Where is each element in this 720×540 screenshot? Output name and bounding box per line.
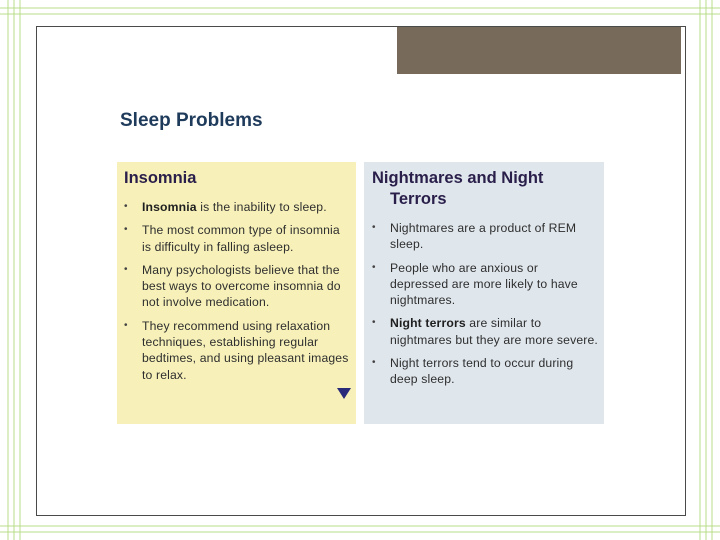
nightmares-panel	[364, 162, 604, 424]
bullet-text: Nightmares are a product of REM sleep.	[390, 221, 577, 252]
bold-term: Insomnia	[142, 200, 197, 214]
bullet-icon: •	[124, 319, 128, 331]
nightmares-heading	[372, 168, 598, 210]
slide-title: Sleep Problems	[120, 110, 263, 131]
bullet-icon: •	[124, 224, 128, 236]
list-item	[372, 315, 598, 348]
bullet-text: are similar to nightmares but they are more severe.	[390, 316, 598, 347]
bullet-icon: •	[372, 317, 376, 329]
insomnia-heading: Insomnia	[124, 169, 197, 187]
list-item	[372, 220, 598, 253]
list-item	[372, 355, 598, 388]
bullet-text: The most common type of insomnia is difficulty in falling asleep.	[142, 223, 340, 254]
bullet-icon: •	[372, 357, 376, 369]
bullet-icon: •	[124, 263, 128, 275]
bullet-icon: •	[372, 222, 376, 233]
bold-term: Night terrors	[390, 316, 466, 331]
nightmares-heading-line1: Nightmares and Night	[372, 169, 544, 187]
list-item	[124, 262, 350, 311]
bullet-text: Many psychologists believe that the best ways to overcome insomnia do not involve medication.	[142, 262, 341, 310]
bullet-icon: •	[372, 261, 376, 273]
insomnia-panel	[117, 162, 356, 424]
bullet-text: They recommend using relaxation techniques, establishing regular bedtimes, and using pleasant images to relax.	[142, 318, 349, 382]
insomnia-bullet-list	[124, 199, 350, 383]
nightmares-heading-line2: Terrors	[390, 190, 447, 208]
bullet-text: People who are anxious or depressed are more likely to have nightmares.	[390, 260, 578, 308]
list-item	[124, 199, 350, 215]
nightmares-bullet-list	[372, 220, 598, 388]
bullet-text: is the inability to sleep.	[196, 200, 327, 214]
list-item	[124, 222, 350, 255]
bullet-text: Night terrors tend to occur during deep sleep.	[390, 356, 574, 387]
list-item	[372, 260, 598, 309]
bullet-icon: •	[124, 201, 128, 212]
title-accent-bar	[397, 27, 681, 74]
list-item	[124, 318, 350, 383]
triangle-down-icon[interactable]	[337, 388, 351, 399]
